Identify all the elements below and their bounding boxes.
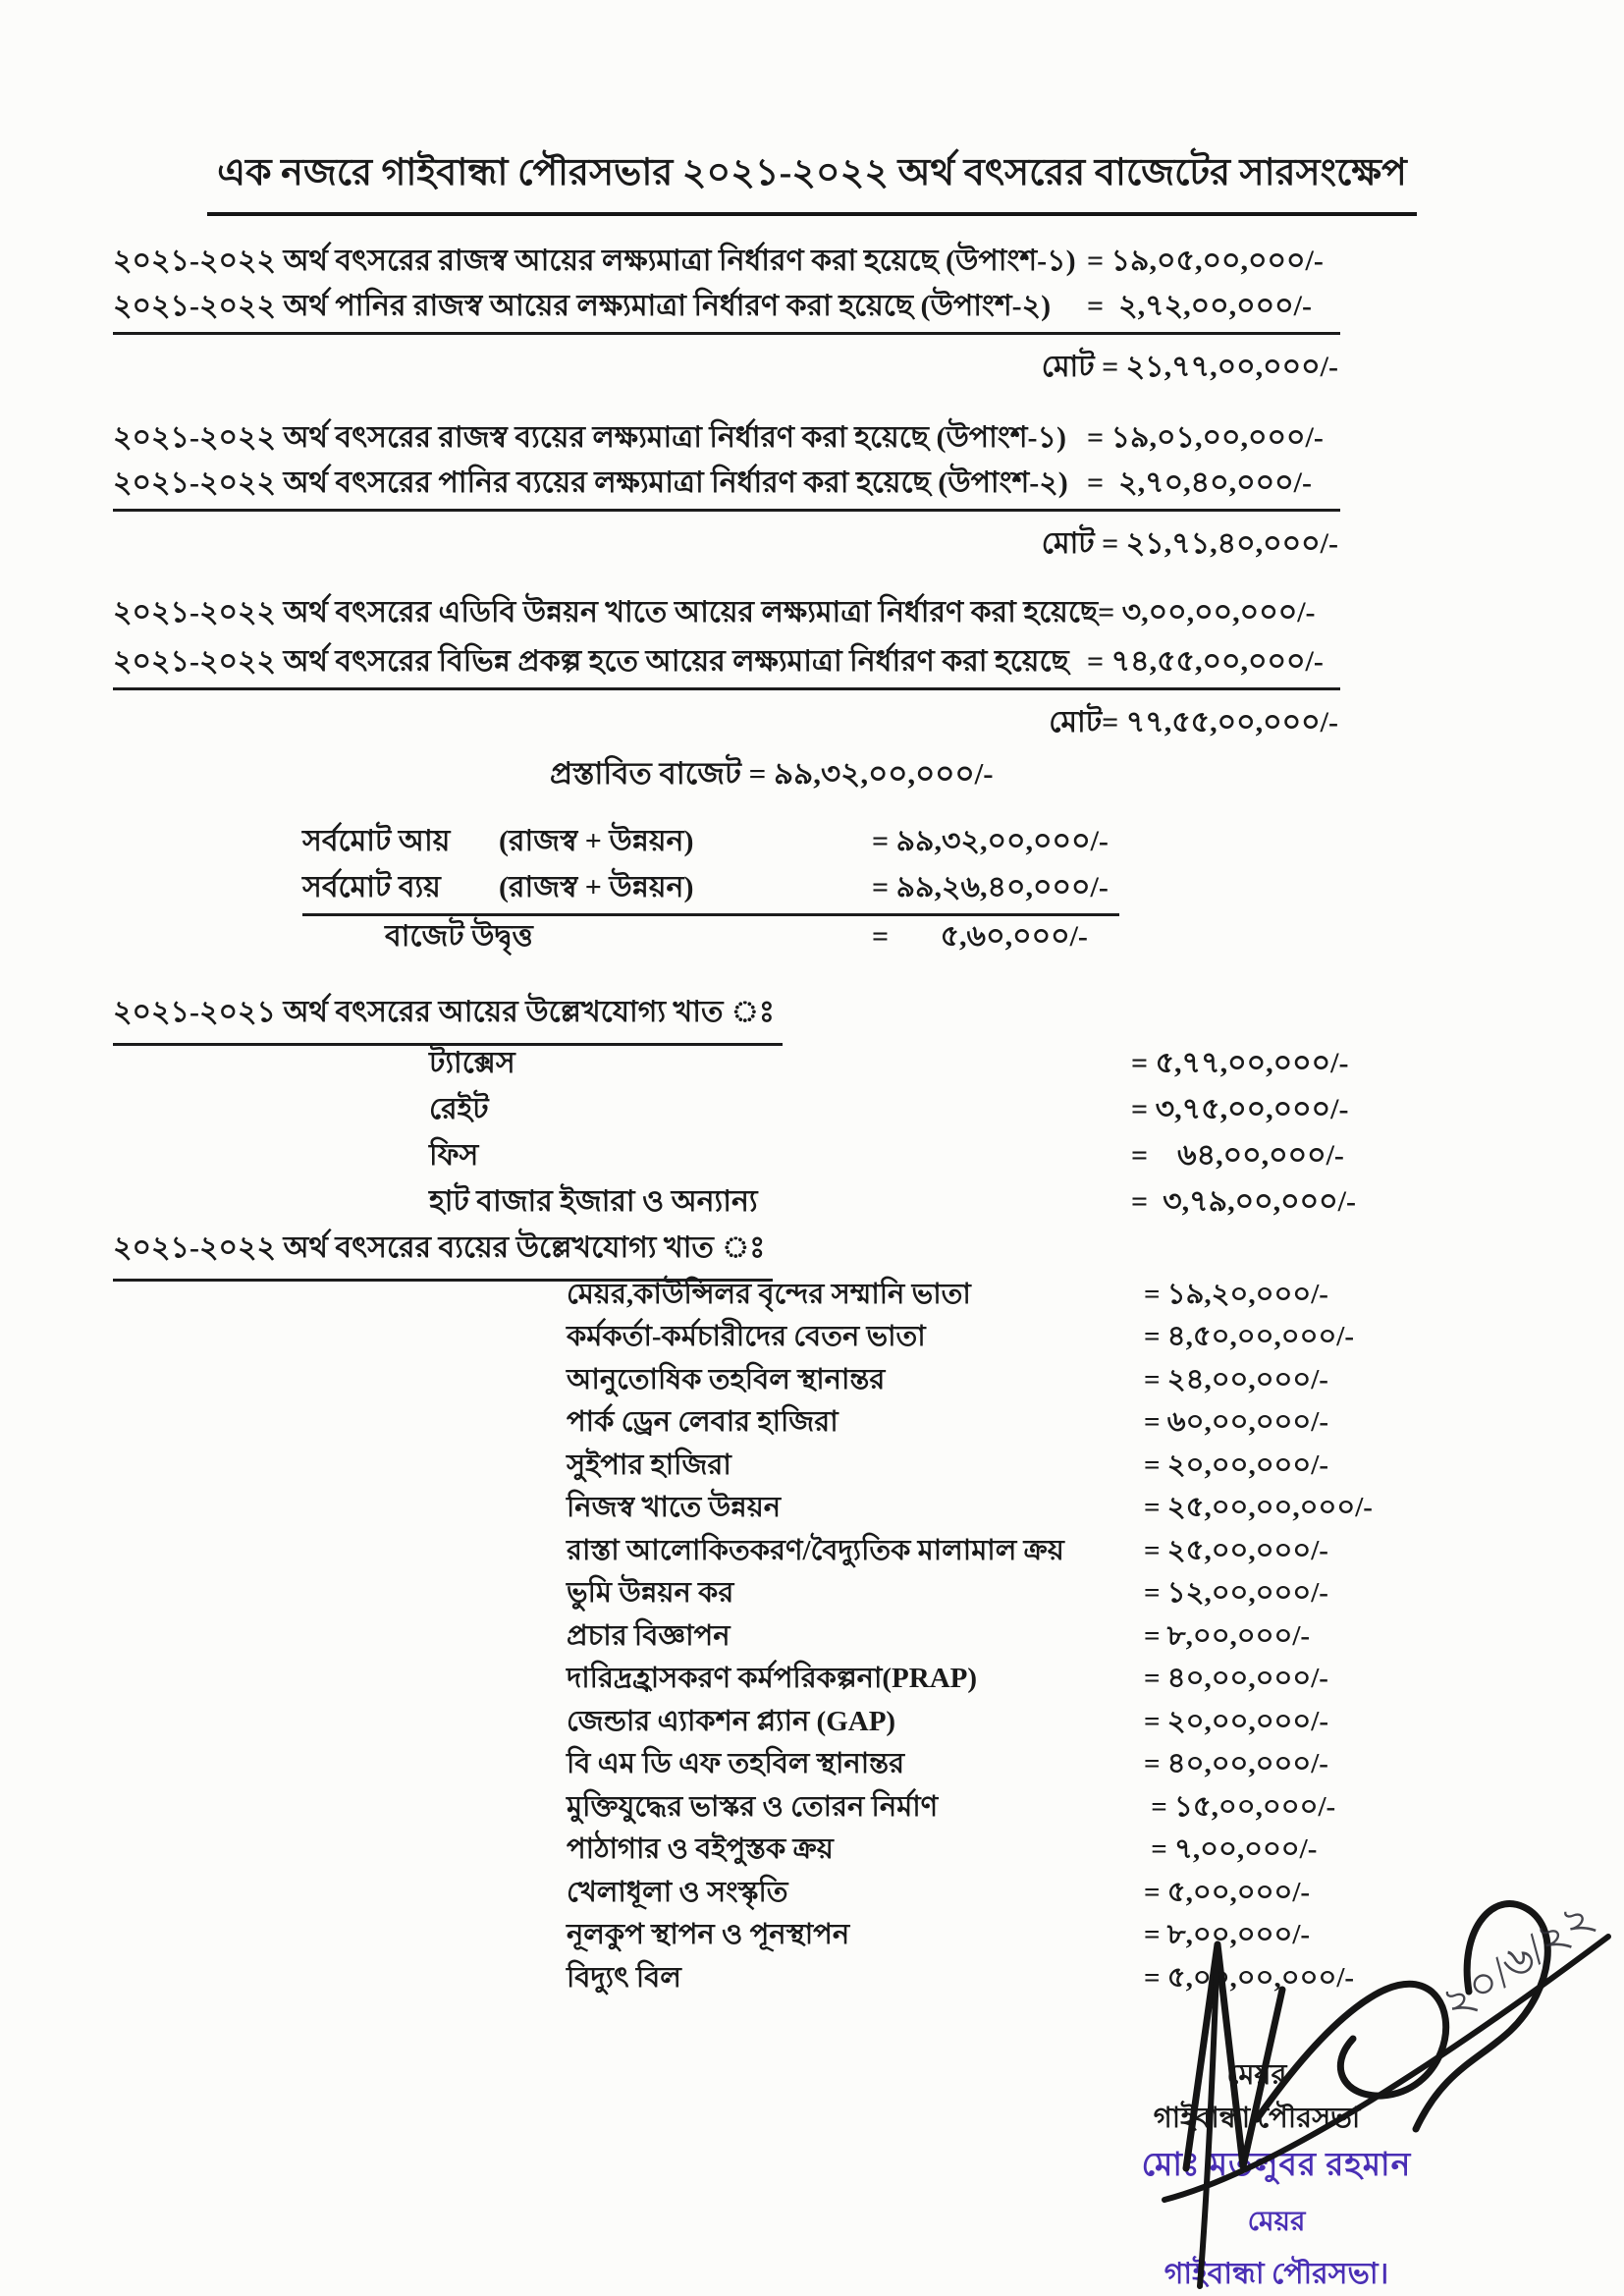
expense-item-amount: = ৮,০০,০০০/- [1144,1919,1311,1950]
expense-item-label: রাস্তা আলোকিতকরণ/বৈদ্যুতিক মালামাল ক্রয় [567,1534,1064,1566]
expense-item-label: সুইপার হাজিরা [567,1449,731,1481]
budget-line-amount: = ২,৭২,০০,০০০/- [1087,290,1312,322]
expense-item-amount: = ২৫,০০,০০০/- [1144,1534,1328,1566]
list-item [113,1135,1375,1181]
stamp-name: মোঃ মতলুবর রহমান [1141,2148,1412,2183]
expense-item-label: মেয়র,কাউন্সিলর বৃন্দের সম্মানি ভাতা [567,1278,971,1310]
list-item [113,1662,1352,1705]
budget-line-label: ২০২১-২০২২ অর্থ বৎসরের রাজস্ব আয়ের লক্ষ্যমাত্রা নির্ধারণ করা হয়েছে (উপাংশ-১) [113,245,1076,277]
stamp-role: মেয়র [1247,2207,1306,2237]
signature-typed-org: গাইবান্ধা পৌরসভা [1153,2103,1361,2134]
expense-item-amount: = ৪০,০০,০০০/- [1144,1748,1328,1779]
summary-paren: (রাজস্ব + উন্নয়ন) [499,825,694,857]
budget-line-label: ২০২১-২০২২ অর্থ বৎসরের রাজস্ব ব্যয়ের লক্ষ্যমাত্রা নির্ধারণ করা হয়েছে (উপাংশ-১) [113,421,1066,454]
expense-item-label: নিজস্ব খাতে উন্নয়ন [567,1492,782,1523]
list-item [113,1704,1352,1747]
development-income-block [113,589,1340,748]
block-total: মোট = ২১,৭১,৪০,০০০/- [1041,527,1338,560]
list-item [113,1405,1352,1449]
list-item [113,1089,1375,1135]
budget-line [113,287,1340,335]
list-item [113,1362,1352,1405]
expense-item-label: নূলকুপ স্থাপন ও পূনস্থাপন [567,1919,850,1950]
revenue-income-block [113,242,1340,393]
list-item [113,1747,1352,1790]
expense-item-label: বিদ্যুৎ বিল [567,1961,681,1994]
budget-summary [302,821,1119,962]
expense-item-amount: = ৬০,০০,০০০/- [1144,1406,1328,1438]
expense-item-label: আনুতোষিক তহবিল স্থানান্তর [567,1363,886,1395]
budget-line-label: ২০২১-২০২২ অর্থ পানির রাজস্ব আয়ের লক্ষ্যমাত্রা নির্ধারণ করা হয়েছে (উপাংশ-২) [113,290,1052,322]
expense-item-label: খেলাধূলা ও সংস্কৃতি [567,1876,788,1908]
income-item-amount: = ৫,৭৭,০০,০০০/- [1131,1047,1349,1079]
summary-row [302,821,1119,867]
expense-item-amount: = ১৫,০০,০০০/- [1144,1790,1336,1823]
stamp-org: গাইবান্ধা পৌরসভা। [1164,2258,1389,2290]
budget-line [113,418,1340,464]
block-total: মোট= ৭৭,৫৫,০০,০০০/- [1049,706,1338,738]
block-total: মোট = ২১,৭৭,০০,০০০/- [1041,351,1338,383]
budget-line-label: ২০২১-২০২২ অর্থ বৎসরের বিভিন্ন প্রকল্প হতে আয়ের লক্ষ্যমাত্রা নির্ধারণ করা হয়েছে [113,645,1069,678]
expense-item-label: জেন্ডার এ্যাকশন প্ল্যান (GAP) [567,1705,896,1737]
budget-line-amount: = ৭৪,৫৫,০০,০০০/- [1087,645,1324,678]
expense-item-label: ভুমি উন্নয়ন কর [567,1577,734,1609]
expense-section-heading: ২০২১-২০২২ অর্থ বৎসরের ব্যয়ের উল্লেখযোগ্য খাত ঃ [113,1224,773,1282]
summary-amount: = ৫,৬০,০০০/- [872,920,1088,953]
expense-item-amount: = ১৯,২০,০০০/- [1144,1278,1328,1310]
expense-item-amount: = ২০,০০,০০০/- [1144,1449,1328,1481]
summary-paren: (রাজস্ব + উন্নয়ন) [499,871,694,903]
list-item [113,1181,1375,1228]
expense-item-label: বি এম ডি এফ তহবিল স্থানান্তর [567,1748,905,1779]
budget-line [113,638,1340,690]
title-row [0,143,1624,216]
income-item-label: ট্যাক্সেস [429,1047,515,1079]
income-item-label: হাট বাজার ইজারা ও অন্যান্য [429,1185,758,1218]
expense-item-amount: = ২৫,০০,০০,০০০/- [1144,1492,1373,1523]
expense-item-label: পার্ক ড্রেন লেবার হাজিরা [567,1406,839,1438]
expense-item-amount: = ২৪,০০,০০০/- [1144,1363,1328,1395]
expense-item-amount: = ৭,০০,০০০/- [1144,1833,1318,1865]
list-item [113,1789,1352,1832]
summary-label: সর্বমোট আয় [302,825,451,857]
summary-label: বাজেট উদ্বৃত্ত [385,920,533,953]
proposed-budget-line: প্রস্তাবিত বাজেট = ৯৯,৩২,০০,০০০/- [550,756,994,791]
income-item-label: ফিস [429,1139,479,1172]
summary-label: সর্বমোট ব্যয় [302,871,441,903]
income-section-heading: ২০২১-২০২১ অর্থ বৎসরের আয়ের উল্লেখযোগ্য খাত ঃ [113,988,783,1046]
list-item [113,1618,1352,1662]
budget-line [113,464,1340,512]
expense-item-amount: = ৪,৫০,০০,০০০/- [1144,1321,1355,1352]
expense-item-amount: = ৮,০০,০০০/- [1144,1619,1311,1652]
summary-amount: = ৯৯,৩২,০০,০০০/- [872,825,1109,857]
official-stamp [1041,2139,1512,2296]
expense-item-amount: = ৪০,০০,০০০/- [1144,1663,1328,1694]
list-item [113,1918,1352,1961]
list-item [113,1277,1352,1320]
list-item [113,1960,1355,2003]
list-item [113,1533,1352,1576]
expense-item-amount: = ১২,০০,০০০/- [1144,1577,1328,1609]
budget-line-amount: = ১৯,০১,০০,০০০/- [1087,421,1324,454]
summary-row [302,867,1119,916]
list-item [113,1043,1375,1089]
income-item-amount: = ৩,৭৯,০০,০০০/- [1131,1185,1356,1218]
budget-line [113,242,1340,287]
budget-line-amount: = ২,৭০,৪০,০০০/- [1087,466,1312,499]
expense-item-label: পাঠাগার ও বইপুস্তক ক্রয় [567,1833,834,1865]
expense-items-list [113,1277,1373,2003]
list-item [113,1320,1355,1363]
budget-line-label: ২০২১-২০২২ অর্থ বৎসরের পানির ব্যয়ের লক্ষ্যমাত্রা নির্ধারণ করা হয়েছে (উপাংশ-২) [113,466,1068,499]
expense-item-amount: = ২০,০০,০০০/- [1144,1705,1328,1737]
budget-line [113,589,1340,638]
expense-item-label: কর্মকর্তা-কর্মচারীদের বেতন ভাতা [567,1321,926,1352]
expense-item-amount: = ৫,০০,০০০/- [1144,1876,1311,1908]
budget-line-label: ২০২১-২০২২ অর্থ বৎসরের এডিবি উন্নয়ন খাতে আয়ের লক্ষ্যমাত্রা নির্ধারণ করা হয়েছে [113,596,1099,629]
list-item [113,1576,1352,1619]
expense-item-label: মুক্তিযুদ্ধের ভাস্কর ও তোরন নির্মাণ [567,1790,939,1823]
list-item [113,1491,1373,1534]
income-item-amount: = ৩,৭৫,০০,০০০/- [1131,1093,1349,1125]
expense-item-label: দারিদ্রহ্রাসকরণ কর্মপরিকল্পনা(PRAP) [567,1663,978,1694]
handwritten-date: ২০/৬/২২ [1433,1891,1603,2030]
list-item [113,1832,1352,1876]
income-item-amount: = ৬৪,০০,০০০/- [1131,1139,1344,1172]
summary-amount: = ৯৯,২৬,৪০,০০০/- [872,871,1109,903]
list-item [113,1875,1352,1918]
list-item [113,1448,1352,1491]
signature-typed-role: মেয়র [1226,2059,1287,2091]
revenue-expense-block [113,418,1340,570]
budget-line-amount: = ৩,০০,০০,০০০/- [1098,596,1316,629]
page-title: এক নজরে গাইবান্ধা পৌরসভার ২০২১-২০২২ অর্থ বৎসরের বাজেটের সারসংক্ষেপ [207,143,1417,216]
expense-item-label: প্রচার বিজ্ঞাপন [567,1619,731,1652]
income-items-list [113,1043,1375,1228]
summary-row [302,916,1119,962]
income-item-label: রেইট [429,1093,489,1125]
expense-item-amount: = ৫,০০,০০,০০০/- [1144,1961,1355,1994]
budget-line-amount: = ১৯,০৫,০০,০০০/- [1087,245,1324,277]
